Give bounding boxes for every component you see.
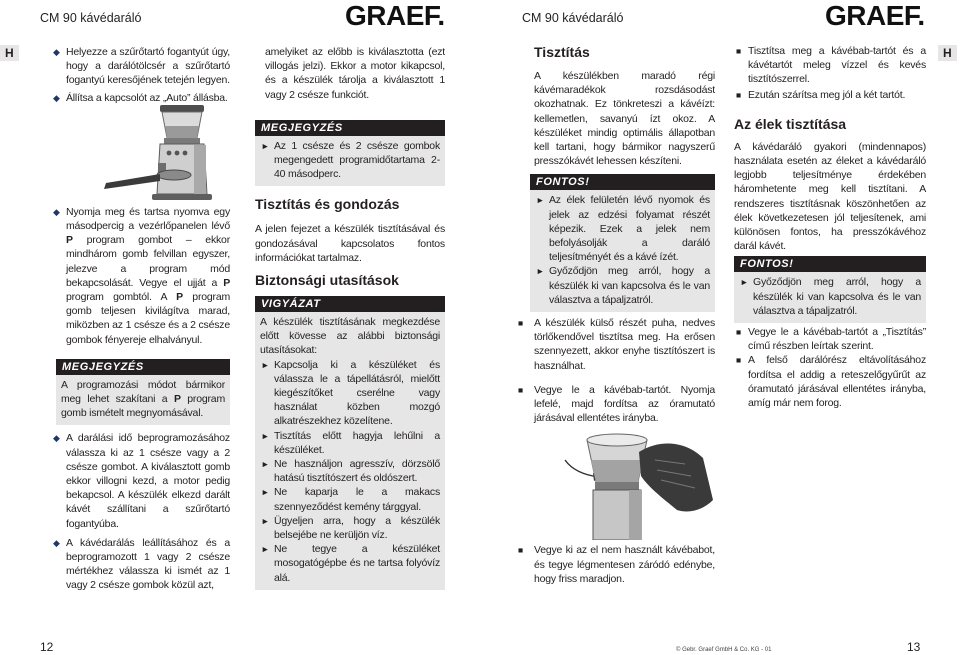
grinder-with-portafilter-illustration	[48, 105, 230, 201]
step-text: A készülék külső részét puha, nedves törlőkendővel tisztítsa meg. Ha erősen szennyezett, akkor enyhe tisztítószert is használhat.	[534, 317, 715, 372]
text-segment: Nyomja meg és tartsa nyomva egy másodpercig a vezérlőpanelen lévő	[66, 205, 230, 233]
triangle-bullet-icon	[261, 358, 269, 372]
triangle-bullet-icon	[261, 514, 269, 528]
step-text: A kávédarálás leállításához és a beprogramozott 1 vagy 2 csésze mértékhez válassza ki ismét az 1 vagy 2 csésze gombok közül azt,	[66, 536, 230, 592]
square-bullet-icon	[736, 325, 741, 339]
program-key-label: P	[176, 291, 183, 304]
step-wash-containers	[734, 44, 926, 87]
step-text: A darálási idő beprogramozásához válassza ki az 1 csésze vagy a 2 csésze gombot. A kiválasztott gomb ekkor villogni kezd, a motor pedig bekapcsol. A készülék elkezd darált kávét szállítani a szűrőtartó fogantyúba.	[66, 432, 230, 530]
important-item	[739, 275, 921, 318]
note-item-text: Az 1 csésze és 2 csésze gombok megengedett programidőtartama 2-40 másodperc.	[274, 139, 440, 181]
grind-collar	[595, 482, 639, 490]
triangle-bullet-icon	[261, 457, 269, 471]
hand-shape	[639, 444, 713, 512]
step-text: Tisztítsa meg a kávébab-tartót és a kávétartót meleg vízzel és kevés tisztítószerrel.	[748, 45, 926, 86]
warning-item	[260, 485, 440, 513]
figure-grinder-portafilter	[48, 105, 230, 201]
warning-item-text: Ne kaparja le a makacs szennyeződést kemény tárggyal.	[274, 486, 440, 513]
important-item	[535, 264, 710, 307]
text-segment: program gomb ismételt megnyomásával.	[61, 393, 225, 420]
note-item	[260, 139, 440, 182]
diamond-bullet-icon	[53, 45, 60, 59]
step-remove-hopper	[515, 383, 715, 426]
triangle-bullet-icon	[261, 429, 269, 443]
language-marker-right: H	[938, 45, 957, 61]
step-text: A felső darálórész eltávolításához fordítsa el addig a reteszelőgyűrűt az óramutató járásával ellentétes irányba, amíg már nem forog.	[748, 354, 926, 410]
note-label: MEGJEGYZÉS	[56, 359, 230, 375]
program-key-label: P	[66, 234, 73, 247]
warning-body	[255, 312, 445, 590]
column-2	[255, 45, 445, 590]
language-marker-left: H	[0, 45, 19, 61]
important-item-text: Győződjön meg arról, hogy a készülék ki van kapcsolva és le van választva a tápaljzatról.	[753, 276, 921, 317]
grinder-base	[152, 194, 212, 200]
text-segment: A programozási módot bármikor meg lehet szakítani a	[61, 378, 225, 406]
hand-removing-bean-hopper-illustration	[515, 430, 715, 540]
section-intro: A jelen fejezet a készülék tisztításával és gondozásával kapcsolatos fontos információkat tartalmaz.	[255, 223, 445, 264]
cleaning-heading: Tisztítás	[534, 44, 590, 60]
warning-item-text: Ne használjon agresszív, dörzsölő hatású tisztítószert és oldószert.	[274, 458, 440, 485]
warning-label: VIGYÁZAT	[255, 296, 445, 312]
text-segment: program gombot – ekkor mindhárom gomb felvillan egyszer, jelezve a program mód bekapcsolását. Vegye el ujját a	[66, 234, 230, 289]
burr-cleaning-intro: A kávédaráló gyakori (mindennapos) használata esetén az éleket a kávédaráló legjobb teljesítménye érdekében háromhetente meg kell tisztítani. A rendszeres tisztításnak köszönhetően az élek következetesen jól teljesítenek, ami különösen fontos, ha presszókávéhoz darál kávét.	[734, 140, 926, 253]
step-store-beans	[515, 543, 715, 586]
step-text: Vegye le a kávébab-tartót a „Tisztítás” című részben leírtak szerint.	[748, 326, 926, 353]
triangle-bullet-icon	[740, 275, 748, 289]
portafilter-handle	[104, 174, 160, 189]
body-shading	[629, 490, 641, 540]
step-set-auto	[48, 91, 230, 105]
note-box	[56, 359, 230, 426]
graef-logo-right: GRAEF.	[825, 0, 925, 31]
column-1	[48, 45, 230, 593]
note-label: MEGJEGYZÉS	[255, 120, 445, 136]
note-text	[61, 378, 225, 421]
step-continuation-text: amelyiket az előbb is kiválasztotta (ezt villogás jelzi). Ekkor a motor kikapcsol, és a készülék tárolja a kiválasztott 1 vagy 2 csésze funkciót.	[265, 46, 445, 101]
diamond-bullet-icon	[53, 536, 60, 550]
step-clean-exterior	[515, 316, 715, 373]
important-body	[734, 272, 926, 323]
step-text: Helyezze a szűrőtartó fogantyút úgy, hogy a darálótölcsér a szűrőtartó fogantyú keresőjének tetején legyen.	[66, 46, 230, 87]
important-box	[734, 256, 926, 323]
triangle-bullet-icon	[261, 139, 269, 153]
step-remove-upper-burr	[734, 353, 926, 410]
important-body	[530, 190, 715, 312]
figure-hopper-removal	[515, 430, 715, 540]
warning-item	[260, 542, 440, 585]
section-heading: Tisztítás és gondozás	[255, 196, 400, 213]
step-dry-containers	[734, 88, 926, 102]
step-text: Vegye ki az el nem használt kávébabot, és tegye légmentesen záródó edénybe, hogy friss maradjon.	[534, 544, 715, 585]
page-title-left: CM 90 kávédaráló	[40, 11, 142, 25]
coffee-beans	[591, 460, 643, 482]
square-bullet-icon	[736, 88, 741, 102]
control-button	[175, 150, 180, 155]
page-title-right: CM 90 kávédaráló	[522, 11, 624, 25]
grind-collar	[164, 138, 200, 144]
warning-item	[260, 514, 440, 542]
control-button	[183, 150, 188, 155]
square-bullet-icon	[518, 383, 523, 397]
warning-lead: A készülék tisztításának megkezdése előtt kövesse az alábbi biztonsági utasításokat:	[260, 316, 440, 357]
column-4	[734, 44, 926, 410]
important-item-text: Az élek felületén lévő nyomok és jelek az edzési folyamat részét képezik. Ezek a jelek nem befolyásolják a daráló teljesítményét és a kávé ízét.	[549, 194, 710, 264]
step-stop-grinding	[48, 536, 230, 593]
step-text: Állítsa a kapcsolót az „Auto” állásba.	[66, 91, 228, 104]
warning-item	[260, 358, 440, 429]
control-button	[167, 150, 172, 155]
important-box	[530, 174, 715, 312]
triangle-bullet-icon	[536, 193, 544, 207]
triangle-bullet-icon	[261, 485, 269, 499]
program-key-label: P	[223, 276, 230, 289]
graef-logo-left: GRAEF.	[345, 0, 445, 31]
copyright-notice: © Gebr. Graef GmbH & Co. KG - 01	[676, 647, 772, 653]
warning-box	[255, 296, 445, 590]
square-bullet-icon	[736, 353, 741, 367]
warning-item	[260, 457, 440, 485]
hopper-lid	[160, 105, 204, 112]
square-bullet-icon	[518, 543, 523, 557]
column-3	[515, 42, 715, 586]
square-bullet-icon	[518, 316, 523, 330]
warning-item-text: Ügyeljen arra, hogy a készülék belsejébe ne kerüljön víz.	[274, 514, 440, 542]
step-text	[66, 205, 230, 347]
triangle-bullet-icon	[261, 542, 269, 556]
body-shading	[194, 145, 206, 194]
note-body	[56, 375, 230, 426]
warning-item-text: Tisztítás előtt hagyja lehűlni a készüléket.	[274, 429, 440, 456]
page-number-right: 13	[907, 640, 921, 654]
important-label: FONTOS!	[734, 256, 926, 272]
coffee-beans	[165, 126, 199, 138]
hopper-lid	[587, 434, 647, 446]
important-label: FONTOS!	[530, 174, 715, 190]
warning-item-text: Ne tegye a készüléket mosogatógépbe és ne tartsa folyóvíz alá.	[274, 543, 440, 584]
cleaning-intro: A készülékben maradó régi kávémaradékok rozsdásodást okozhatnak. Ez tönkreteszi a kávéízt: kellemetlen, savanyú ízt okoz. A készüléket mindig optimális állapotban kell tartani, hogy bármikor nagyszerű presszókávét lehessen készíteni.	[534, 70, 715, 168]
text-segment: program gomb teljesen kivilágítva marad, miközben az 1 csésze és a 2 csésze gombok fényereje elhalványul.	[66, 291, 231, 346]
diamond-bullet-icon	[53, 431, 60, 445]
step-remove-hopper-ref	[734, 325, 926, 353]
portafilter-basket	[157, 170, 191, 180]
burr-cleaning-heading: Az élek tisztítása	[734, 115, 847, 132]
important-item-text: Győződjön meg arról, hogy a készülék ki van kapcsolva és le van választva a tápaljzatról.	[549, 265, 710, 306]
step-program-button	[48, 205, 230, 347]
step-program-grind-time	[48, 431, 230, 530]
safety-heading: Biztonsági utasítások	[255, 272, 399, 289]
diamond-bullet-icon	[53, 205, 60, 219]
step-text: Vegye le a kávébab-tartót. Nyomja lefelé, majd fordítsa az óramutató járásával ellentétes irányba.	[534, 383, 715, 425]
step-text: Ezután szárítsa meg jól a két tartót.	[748, 88, 906, 101]
text-segment: program gombtól. A	[66, 291, 177, 304]
diamond-bullet-icon	[53, 91, 60, 105]
step-place-portafilter	[48, 45, 230, 88]
page-number-left: 12	[40, 640, 54, 654]
note-box	[255, 120, 445, 187]
warning-item	[260, 429, 440, 457]
note-body	[255, 136, 445, 187]
warning-item-text: Kapcsolja ki a készüléket és válassza le a tápellátásról, mielőtt kiegészítőket cserélne vagy használat közben mozgó alkatrészekhez közelítene.	[274, 358, 440, 428]
square-bullet-icon	[736, 44, 741, 58]
important-item	[535, 193, 710, 264]
program-key-label: P	[173, 393, 181, 406]
triangle-bullet-icon	[536, 264, 544, 278]
